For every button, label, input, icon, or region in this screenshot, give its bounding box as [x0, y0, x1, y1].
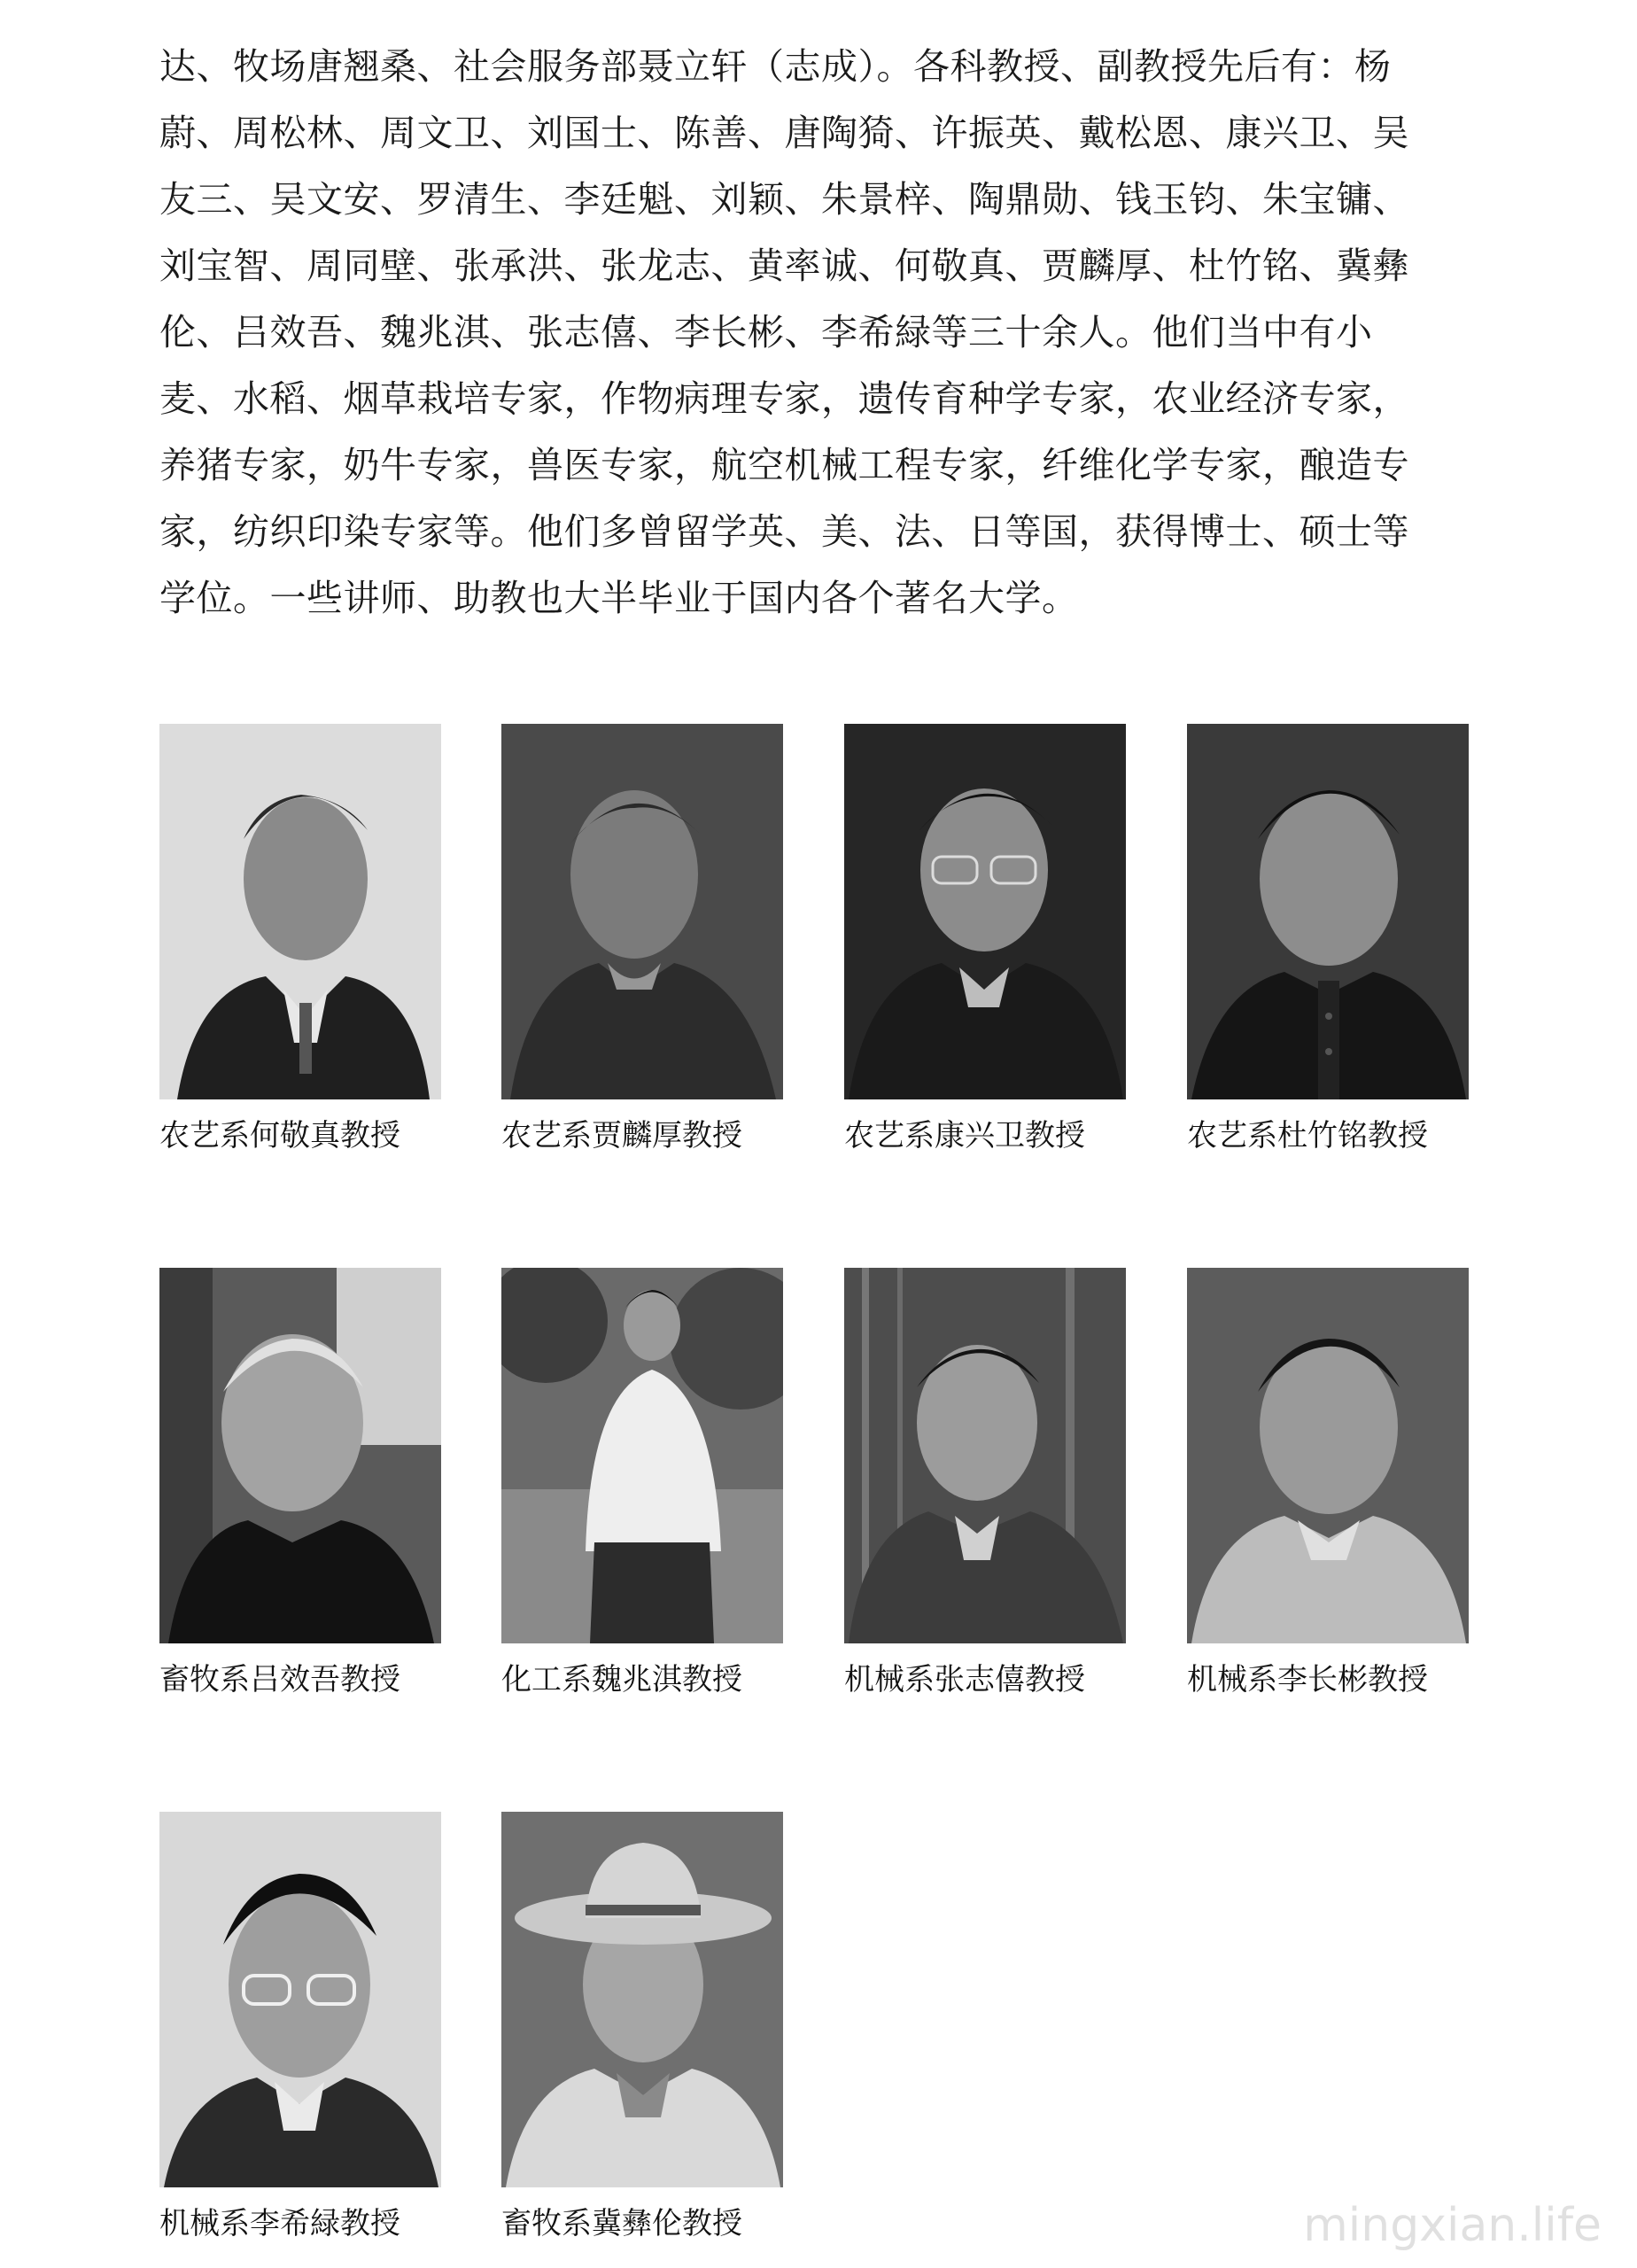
- text-line: 学位。一些讲师、助教也大半毕业于国内各个著名大学。: [159, 577, 1079, 619]
- portrait-caption: 农艺系贾麟厚教授: [501, 1118, 742, 1153]
- body-paragraph: [159, 34, 1470, 632]
- portrait-caption: 畜牧系冀彝伦教授: [501, 2206, 742, 2241]
- portrait-caption: 化工系魏兆淇教授: [501, 1662, 742, 1697]
- portrait-photo: [159, 724, 441, 1099]
- text-line: 麦、水稻、烟草栽培专家，作物病理专家，遗传育种学专家，农业经济专家，: [159, 377, 1409, 420]
- portrait-photo: [844, 724, 1126, 1099]
- portrait-caption: 农艺系康兴卫教授: [844, 1118, 1085, 1153]
- portrait-photo: [501, 1268, 783, 1643]
- text-line: 养猪专家，奶牛专家，兽医专家，航空机械工程专家，纤维化学专家，酿造专: [159, 444, 1409, 486]
- text-line: 友三、吴文安、罗清生、李廷魁、刘颖、朱景梓、陶鼎勋、钱玉钧、朱宝镛、: [159, 178, 1409, 221]
- text-line: 蔚、周松林、周文卫、刘国士、陈善、唐陶猗、许振英、戴松恩、康兴卫、吴: [159, 112, 1409, 154]
- portrait-caption: 农艺系何敬真教授: [159, 1118, 400, 1153]
- portrait-photo: [501, 1812, 783, 2187]
- text-line: 家，纺织印染专家等。他们多曾留学英、美、法、日等国，获得博士、硕士等: [159, 510, 1409, 553]
- portrait-photo: [159, 1812, 441, 2187]
- portrait-photo: [1187, 724, 1469, 1099]
- portrait-photo: [844, 1268, 1126, 1643]
- portrait-caption: 机械系张志僖教授: [844, 1662, 1085, 1697]
- portrait-photo: [501, 724, 783, 1099]
- portrait-caption: 机械系李希緑教授: [159, 2206, 400, 2241]
- text-line: 伦、吕效吾、魏兆淇、张志僖、李长彬、李希緑等三十余人。他们当中有小: [159, 311, 1373, 353]
- portrait-photo: [159, 1268, 441, 1643]
- portrait-caption: 畜牧系吕效吾教授: [159, 1662, 400, 1697]
- portrait-caption: 机械系李长彬教授: [1187, 1662, 1428, 1697]
- text-line: 达、牧场唐翘桑、社会服务部聂立轩（志成）。各科教授、副教授先后有：杨: [159, 45, 1392, 88]
- watermark: mingxian.life: [1303, 2199, 1602, 2252]
- portrait-caption: 农艺系杜竹铭教授: [1187, 1118, 1428, 1153]
- text-line: 刘宝智、周同壁、张承洪、张龙志、黄率诚、何敬真、贾麟厚、杜竹铭、冀彝: [159, 245, 1409, 287]
- portrait-photo: [1187, 1268, 1469, 1643]
